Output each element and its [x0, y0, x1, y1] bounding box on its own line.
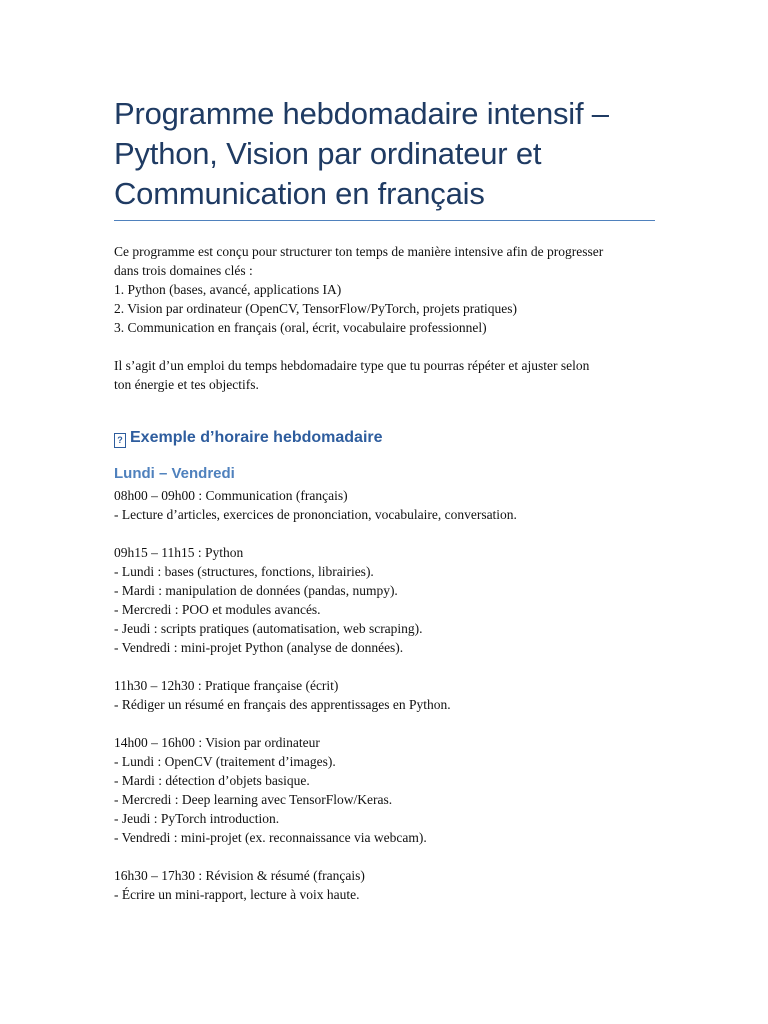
- intro-note-line: Il s’agit d’un emploi du temps hebdomadaire type que tu pourras répéter et ajuster selon: [114, 358, 590, 373]
- title-divider: [114, 220, 655, 221]
- intro-paragraph: [114, 242, 674, 337]
- schedule-block: [114, 543, 674, 657]
- schedule-item: - Mercredi : Deep learning avec TensorFlow/Keras.: [114, 792, 393, 807]
- missing-glyph-icon: ?: [114, 433, 126, 448]
- intro-note-line: ton énergie et tes objectifs.: [114, 377, 259, 392]
- schedule-time-slot: 16h30 – 17h30 : Révision & résumé (français): [114, 868, 365, 883]
- schedule-block: [114, 676, 674, 714]
- subheading: Lundi – Vendredi: [114, 465, 235, 482]
- schedule-item: - Lecture d’articles, exercices de prononciation, vocabulaire, conversation.: [114, 507, 517, 522]
- schedule-item: - Lundi : OpenCV (traitement d’images).: [114, 754, 336, 769]
- schedule-item: - Jeudi : scripts pratiques (automatisation, web scraping).: [114, 621, 423, 636]
- schedule-item: - Mercredi : POO et modules avancés.: [114, 602, 321, 617]
- block-spacer: [114, 657, 674, 676]
- schedule-time-slot: 09h15 – 11h15 : Python: [114, 545, 244, 560]
- block-spacer: [114, 714, 674, 733]
- schedule-block: [114, 486, 674, 524]
- title-line: Python, Vision par ordinateur et: [114, 136, 542, 171]
- title-line: Programme hebdomadaire intensif –: [114, 96, 609, 131]
- section-heading-text: Exemple d’horaire hebdomadaire: [130, 429, 383, 446]
- intro-note-paragraph: [114, 356, 674, 394]
- schedule-item: - Lundi : bases (structures, fonctions, librairies).: [114, 564, 374, 579]
- section-heading: [114, 427, 383, 449]
- schedule-item: - Jeudi : PyTorch introduction.: [114, 811, 280, 826]
- schedule: [114, 486, 674, 904]
- schedule-block: [114, 733, 674, 847]
- schedule-time-slot: 14h00 – 16h00 : Vision par ordinateur: [114, 735, 320, 750]
- intro-list-item: 3. Communication en français (oral, écrit, vocabulaire professionnel): [114, 320, 487, 335]
- document-title: [114, 94, 674, 214]
- intro-list-item: 1. Python (bases, avancé, applications IA): [114, 282, 342, 297]
- block-spacer: [114, 847, 674, 866]
- schedule-item: - Rédiger un résumé en français des apprentissages en Python.: [114, 697, 451, 712]
- schedule-item: - Mardi : manipulation de données (pandas, numpy).: [114, 583, 398, 598]
- schedule-time-slot: 11h30 – 12h30 : Pratique française (écrit): [114, 678, 339, 693]
- intro-list-item: 2. Vision par ordinateur (OpenCV, TensorFlow/PyTorch, projets pratiques): [114, 301, 517, 316]
- schedule-item: - Vendredi : mini-projet (ex. reconnaissance via webcam).: [114, 830, 427, 845]
- schedule-item: - Mardi : détection d’objets basique.: [114, 773, 310, 788]
- intro-line: dans trois domaines clés :: [114, 263, 253, 278]
- schedule-item: - Vendredi : mini-projet Python (analyse de données).: [114, 640, 404, 655]
- title-line: Communication en français: [114, 176, 485, 211]
- block-spacer: [114, 524, 674, 543]
- schedule-block: [114, 866, 674, 904]
- schedule-time-slot: 08h00 – 09h00 : Communication (français): [114, 488, 348, 503]
- intro-line: Ce programme est conçu pour structurer ton temps de manière intensive afin de progresser: [114, 244, 604, 259]
- schedule-item: - Écrire un mini-rapport, lecture à voix haute.: [114, 887, 360, 902]
